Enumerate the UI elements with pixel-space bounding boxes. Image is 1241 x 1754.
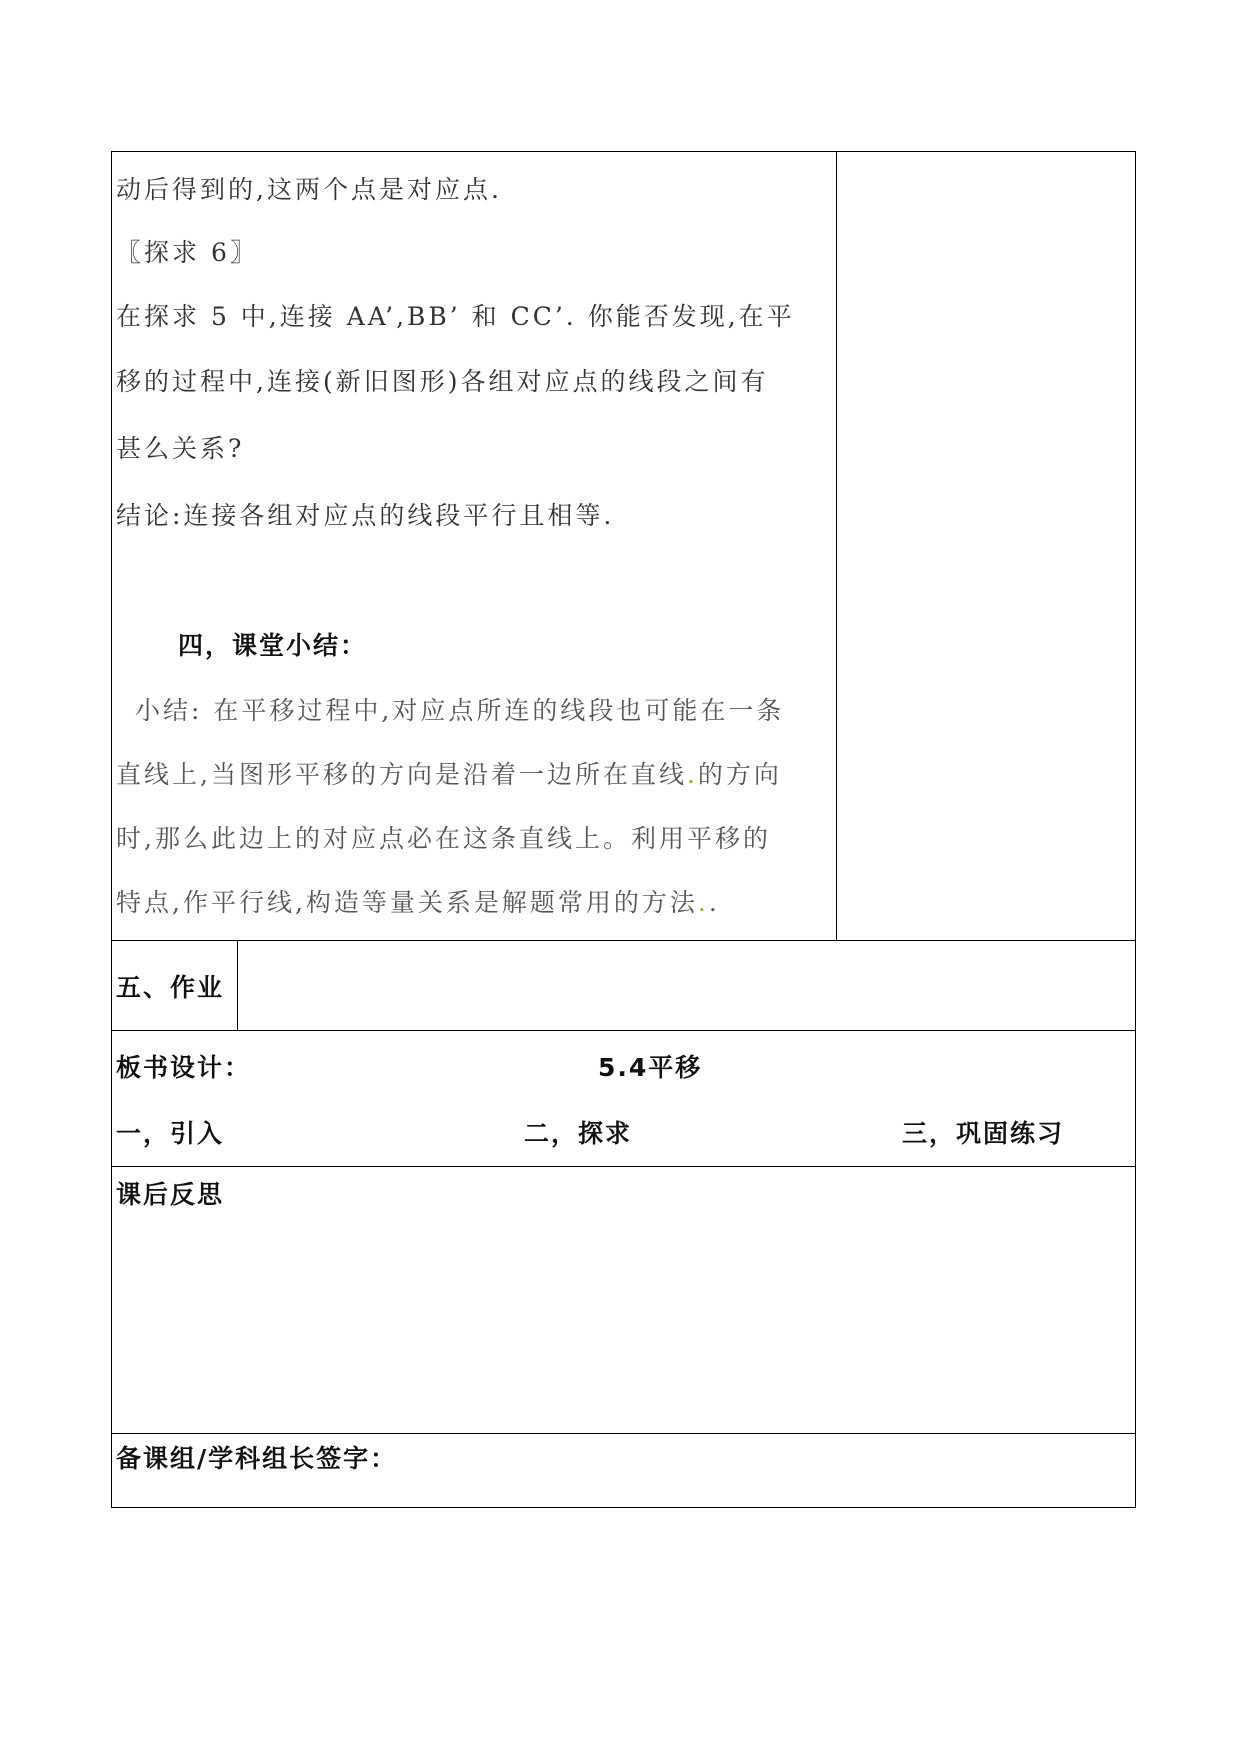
conclusion-text: 结论:连接各组对应点的线段平行且相等. bbox=[116, 501, 615, 530]
board-title: 5.4平移 bbox=[598, 1053, 703, 1082]
row-divider-signature bbox=[111, 1433, 1135, 1434]
row-divider-reflection bbox=[111, 1166, 1135, 1167]
summary-line-4 bbox=[116, 888, 720, 918]
table-top-border bbox=[111, 151, 1135, 152]
board-item-explore: 二，探求 bbox=[524, 1119, 633, 1148]
summary-line-4a: 特点,作平行线,构造等量关系是解题常用的方法 bbox=[116, 888, 698, 917]
board-item-practice: 三，巩固练习 bbox=[902, 1119, 1065, 1148]
text-marker: . bbox=[686, 760, 698, 789]
table-left-border bbox=[111, 151, 112, 1508]
homework-label-divider bbox=[237, 940, 238, 1031]
signature-label: 备课组/学科组长签字： bbox=[116, 1444, 398, 1473]
homework-label: 五、作业 bbox=[116, 973, 225, 1002]
reflection-label: 课后反思 bbox=[116, 1180, 225, 1209]
board-design-label: 板书设计： bbox=[116, 1053, 252, 1082]
summary-line-2b: 的方向 bbox=[697, 760, 782, 789]
summary-heading: 四，课堂小结： bbox=[178, 631, 368, 660]
board-item-intro: 一，引入 bbox=[116, 1119, 225, 1148]
summary-line-2a: 直线上,当图形平移的方向是沿着一边所在直线 bbox=[116, 760, 687, 789]
summary-line-3: 时,那么此边上的对应点必在这条直线上。利用平移的 bbox=[116, 824, 771, 853]
table-right-border bbox=[1135, 151, 1136, 1508]
lesson-line-5: 甚么关系? bbox=[116, 434, 245, 463]
summary-line-1: 小结: 在平移过程中,对应点所连的线段也可能在一条 bbox=[135, 696, 785, 725]
notes-column-divider bbox=[836, 151, 837, 941]
summary-line-4b: . bbox=[708, 888, 720, 917]
row-divider-homework bbox=[111, 940, 1135, 941]
explore-6-heading: 〖探求 6〗 bbox=[116, 238, 258, 267]
lesson-line-3: 在探求 5 中,连接 AA’,BB’ 和 CC’. 你能否发现,在平 bbox=[116, 302, 795, 331]
lesson-line-4: 移的过程中,连接(新旧图形)各组对应点的线段之间有 bbox=[116, 367, 769, 396]
row-divider-board bbox=[111, 1030, 1135, 1031]
table-bottom-border bbox=[111, 1507, 1135, 1508]
lesson-line-1: 动后得到的,这两个点是对应点. bbox=[116, 175, 502, 204]
text-marker: . bbox=[697, 888, 709, 917]
summary-line-2 bbox=[116, 760, 782, 790]
